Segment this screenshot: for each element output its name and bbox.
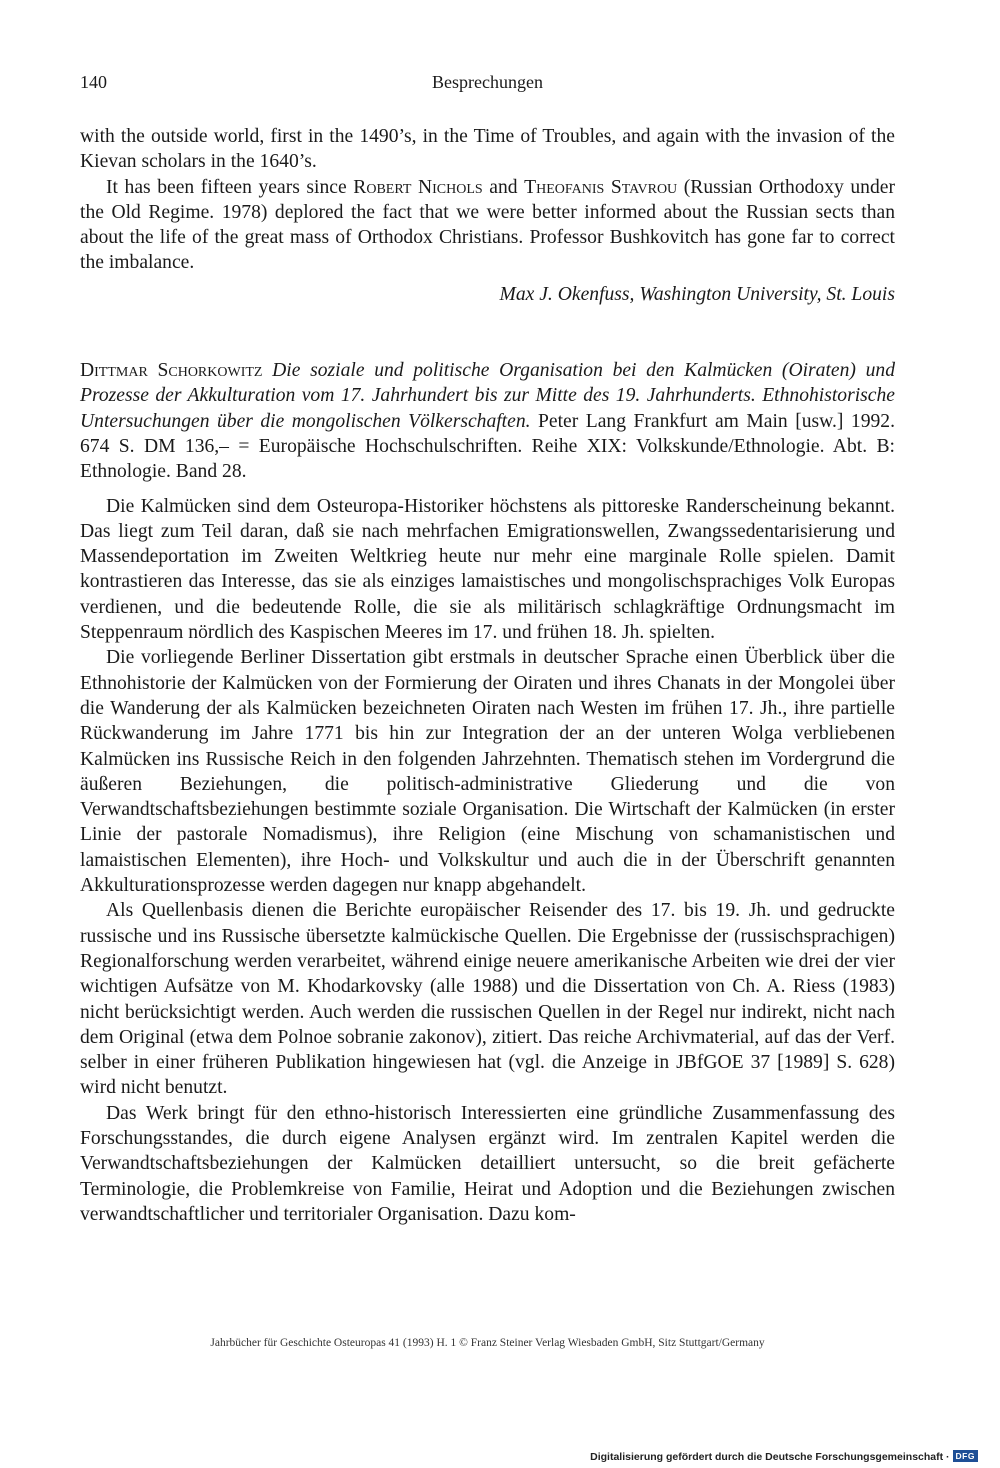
publication-details: Peter Lang Frankfurt am Main [usw.] 1992. 674 S. DM 136,– = Europäische Hochschulschriften. Reihe XIX: Volkskunde/Ethnologie. Abt. B: Ethnologie. Band 28. — [80, 410, 895, 483]
credit-separator: · — [943, 1451, 950, 1463]
review-paragraph: Das Werk bringt für den ethno-historisch Interessierten eine gründliche Zusammenfassung des Forschungsstandes, die durch eigene Analysen ergänzt wird. Im zentralen Kapitel werden die Verwandtschaftsbeziehungen der Kalmücken detailliert untersucht, so die breit gefächerte Terminologie, die Problemkreise von Familie, Heirat und Adoption und die Beziehungen zwischen verwandtschaftlicher und territorialer Organisation. Dazu kom- — [80, 1102, 895, 1225]
paragraph-text-after: (Russian Orthodoxy under the Old Regime. 1978) deplored the fact that we were better informed about the Russian sects than about the life of the great mass of Orthodox Christians. Professor Bushkovitch has gone far to correct the imbalance. — [80, 176, 895, 274]
digitization-credit — [590, 1450, 978, 1463]
credit-text: Digitalisierung gefördert durch die Deutsche Forschungsgemeinschaft — [590, 1451, 944, 1463]
paragraph-text-and: and — [482, 176, 525, 198]
dfg-logo: DFG — [953, 1450, 978, 1462]
reviewed-author: Dittmar Schorkowitz — [80, 360, 263, 382]
previous-review-paragraph-2 — [80, 175, 895, 276]
journal-footer: Jahrbücher für Geschichte Osteuropas 41 (1993) H. 1 © Franz Steiner Verlag Wiesbaden GmbH, Sitz Stuttgart/Germany — [210, 1337, 765, 1349]
reviewer-signature: Max J. Okenfuss, Washington University, St. Louis — [499, 283, 895, 305]
page-number: 140 — [80, 72, 107, 92]
review-paragraph: Als Quellenbasis dienen die Berichte europäischer Reisender des 17. bis 19. Jh. und gedruckte russische und ins Russische übersetzte kalmückische Quellen. Die Ergebnisse der (russischsprachigen) Regionalforschung werden verarbeitet, während einige neuere amerikanische Arbeiten wie drei der vier wichtigen Aufsätze von M. Khodarkovsky (alle 1988) und die Dissertation von Ch. A. Riess (1983) nicht berücksichtigt werden. Auch werden die russischen Quellen in der Regel nur indirekt, nicht nach dem Original (etwa dem Polnoe sobranie zakonov), zitiert. Das reiche Archivmaterial, auf das der Verf. selber in einer früheren Publikation hingewiesen hat (vgl. die Anzeige in JBfGOE 37 [1989] S. 628) wird nicht benutzt. — [80, 900, 895, 1099]
review-paragraph: Die Kalmücken sind dem Osteuropa-Historiker höchstens als pittoreske Randerscheinung bekannt. Das liegt zum Teil daran, daß sie nach mehrfachen Emigrationswellen, Zwangssedentarisierung und Massendeportation im Zweiten Weltkrieg heute nur mehr eine marginale Rolle spielen. Damit kontrastieren das Interesse, das sie als einziges lamaistisches und mongolischsprachiges Volk Europas verdienen, und die bedeutende Rolle, die sie als militärisch schlagkräftige Ordnungsmacht im Steppenraum nördlich des Kaspischen Meeres im 17. und frühen 18. Jh. spielten. — [80, 495, 895, 644]
page-header — [80, 72, 895, 98]
section-gap — [80, 307, 895, 358]
author-name-nichols: Robert Nichols — [353, 176, 483, 198]
review-bibliographic-heading — [80, 358, 895, 484]
reviewed-book-title: Die soziale und politische Organisation bei den Kalmücken (Oiraten) und Prozesse der Akkulturation vom 17. Jahrhundert bis zur Mitte des 19. Jahrhunderts. Ethnohistorische Untersuchungen über die mongolischen Völkerschaften. — [80, 360, 895, 432]
review-paragraph: Die vorliegende Berliner Dissertation gibt erstmals in deutscher Sprache einen Überblick über die Ethnohistorie der Kalmücken von der Formierung der Oiraten und ihres Chanats in der Mongolei über die Wanderung der als Kalmücken bezeichneten Oiraten nach Westen im frühen 17. Jh., ihre partielle Rückwanderung im Jahre 1771 bis hin zur Integration der an der unteren Wolga verbliebenen Kalmücken ins Russische Reich in den folgenden Jahrzehnten. Thematisch stehen im Vordergrund die äußeren Beziehungen, die politisch-administrative Gliederung und die von Verwandtschaftsbeziehungen bestimmte soziale Organisation. Die Wirtschaft der Kalmücken (in erster Linie der pastorale Nomadismus), ihre Religion (eine Mischung von schamanistischen und lamaistischen Elementen), ihre Hoch- und Volkskultur und auch die in der Überschrift genannten Akkulturationsprozesse werden dagegen nur knapp abgehandelt. — [80, 647, 895, 897]
author-name-stavrou: Theofanis Stavrou — [524, 176, 678, 198]
running-head: Besprechungen — [432, 72, 543, 92]
paragraph-text-before: It has been fifteen years since — [106, 176, 354, 198]
body-text — [80, 124, 895, 1227]
previous-review-paragraph-1: with the outside world, first in the 1490’s, in the Time of Troubles, and again with the invasion of the Kievan scholars in the 1640’s. — [80, 126, 895, 173]
